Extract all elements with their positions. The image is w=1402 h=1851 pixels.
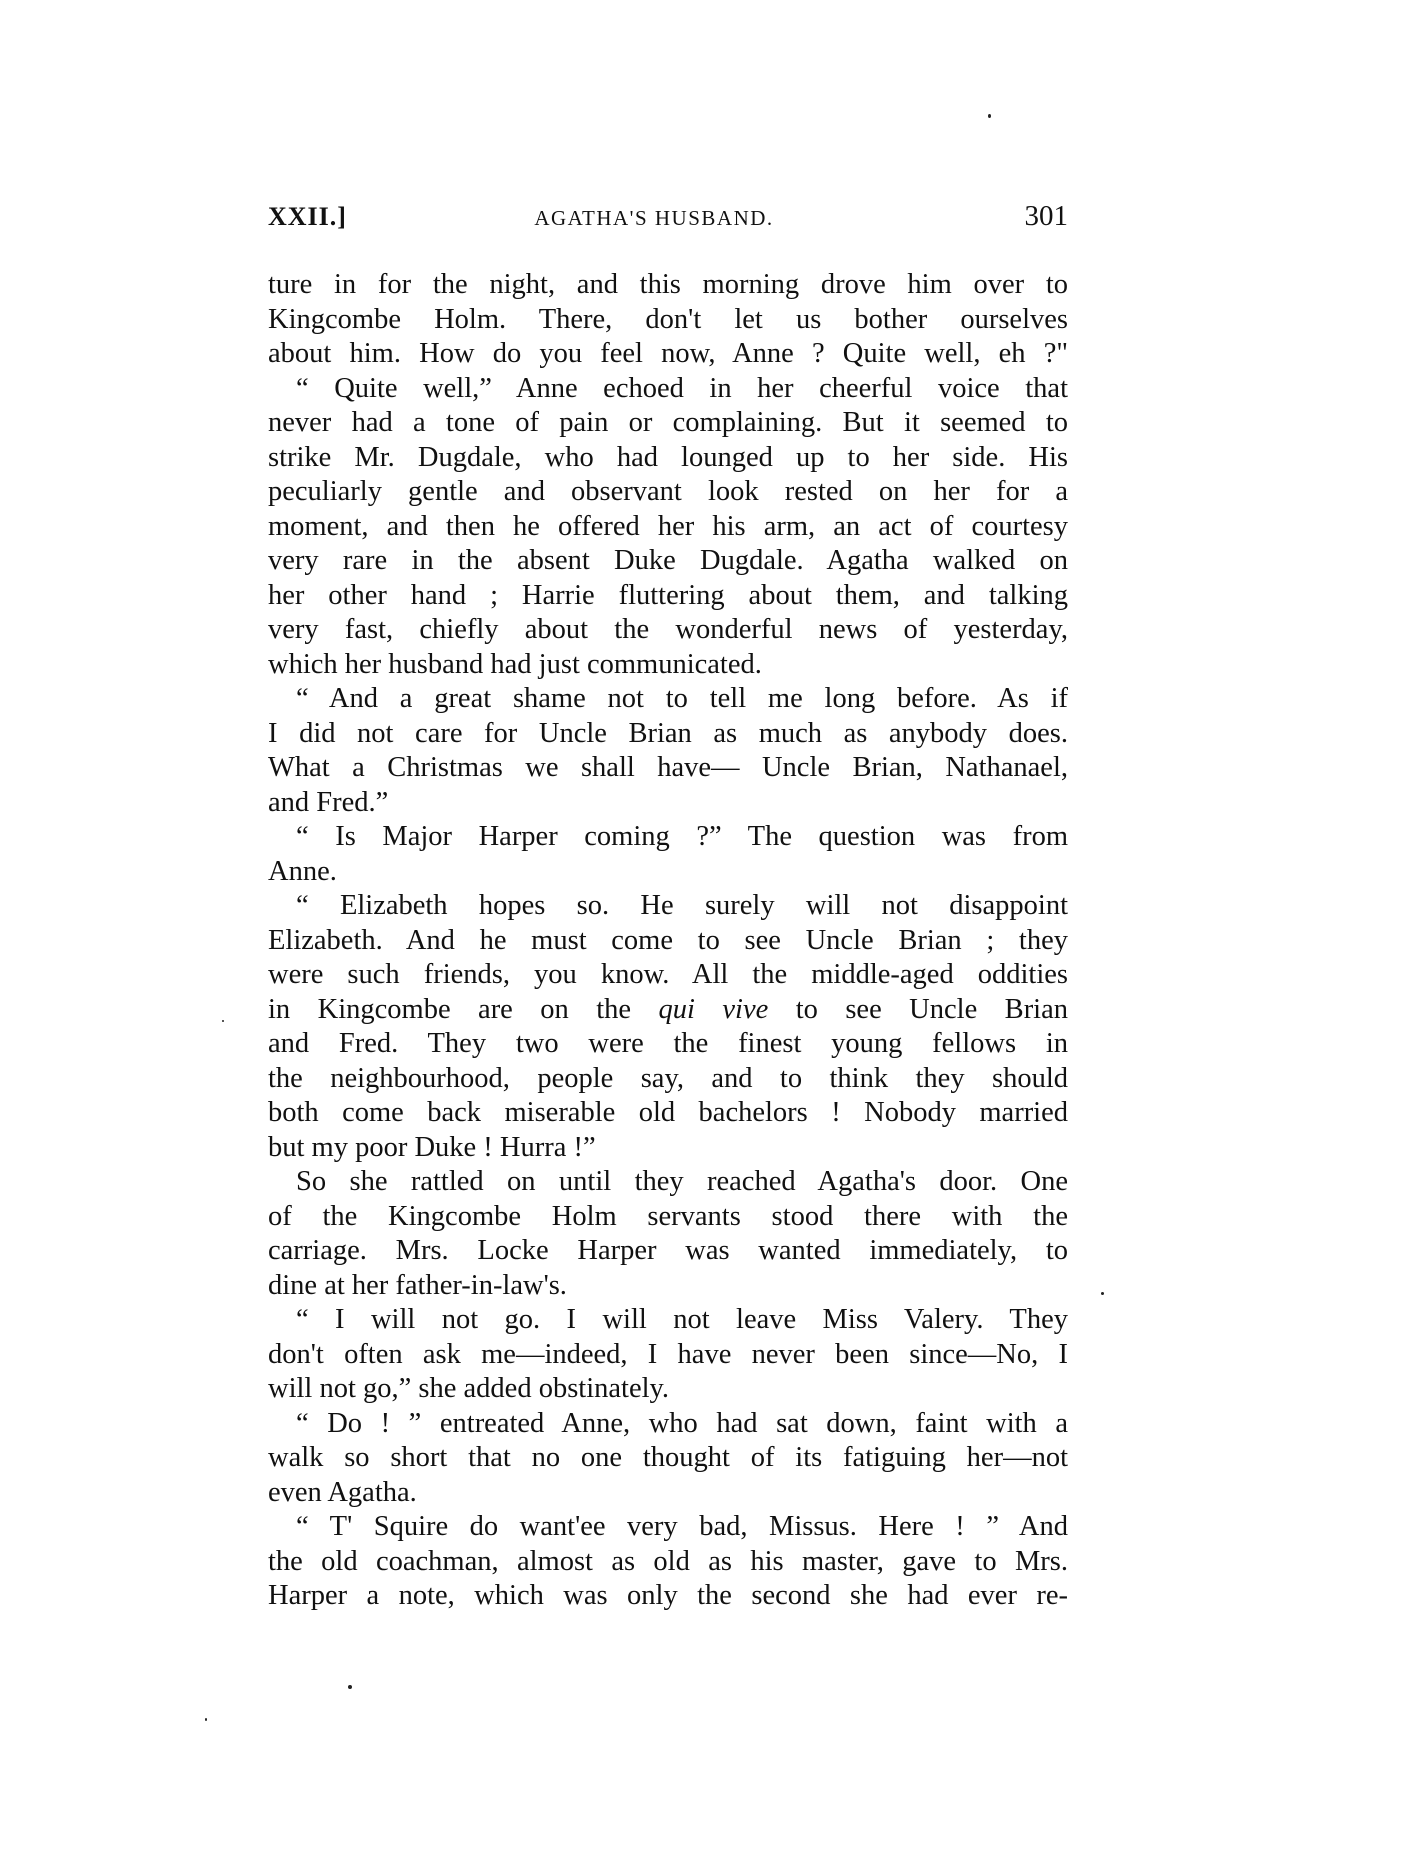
text-line: never had a tone of pain or complaining. But it seemed to (268, 407, 1068, 438)
text-line: carriage. Mrs. Locke Harper was wanted immediately, to (268, 1235, 1068, 1266)
text-line: will not go,” she added obstinately. (268, 1373, 670, 1404)
scan-speck (988, 114, 991, 118)
scan-speck (205, 1718, 207, 1721)
text-line: in Kingcombe are on the qui vive to see Uncle Brian (268, 993, 1068, 1025)
text-line: “ Do ! ” entreated Anne, who had sat down, faint with a (296, 1407, 1068, 1439)
chapter-number: XXII.] (268, 202, 347, 231)
text-line: but my poor Duke ! Hurra !” (268, 1131, 596, 1163)
text-line: the old coachman, almost as old as his master, gave to Mrs. (268, 1545, 1068, 1577)
text-line: dine at her father-in-law's. (268, 1269, 567, 1301)
text-line: strike Mr. Dugdale, who had lounged up to her side. His (268, 441, 1068, 473)
scan-speck (1101, 1292, 1104, 1295)
text-line: “ Quite well,” Anne echoed in her cheerful voice that (296, 372, 1068, 404)
scan-speck (222, 1020, 224, 1022)
text-line: Anne. (268, 855, 337, 887)
text-line: very rare in the absent Duke Dugdale. Agatha walked on (268, 545, 1068, 576)
running-title: AGATHA'S HUSBAND. (534, 206, 774, 230)
text-line: ture in for the night, and this morning drove him over to (268, 269, 1068, 300)
running-head (268, 202, 1068, 238)
text-line: both come back miserable old bachelors ! Nobody married (268, 1097, 1068, 1128)
text-line: “ Is Major Harper coming ?” The question was from (296, 821, 1068, 852)
text-line: “ I will not go. I will not leave Miss Valery. They (296, 1304, 1068, 1335)
text-line: very fast, chiefly about the wonderful news of yesterday, (268, 614, 1068, 645)
text-line: walk so short that no one thought of its fatiguing her—not (268, 1442, 1068, 1473)
text-line: were such friends, you know. All the middle-aged oddities (268, 959, 1068, 990)
text-line: “ T' Squire do want'ee very bad, Missus. Here ! ” And (296, 1511, 1068, 1542)
text-line: and Fred. They two were the finest young fellows in (268, 1028, 1068, 1059)
text-line: “ And a great shame not to tell me long before. As if (296, 683, 1068, 714)
text-line: Elizabeth. And he must come to see Uncle Brian ; they (268, 924, 1068, 956)
text-line: and Fred.” (268, 786, 389, 818)
text-line: even Agatha. (268, 1476, 417, 1508)
text-line: What a Christmas we shall have— Uncle Brian, Nathanael, (268, 752, 1068, 783)
text-line: moment, and then he offered her his arm, an act of courtesy (268, 510, 1068, 542)
text-line: which her husband had just communicated. (268, 648, 762, 680)
page-number: 301 (1024, 200, 1068, 232)
text-line: the neighbourhood, people say, and to think they should (268, 1062, 1068, 1094)
text-line: peculiarly gentle and observant look rested on her for a (268, 476, 1068, 507)
text-line: So she rattled on until they reached Agatha's door. One (296, 1166, 1068, 1197)
text-line: don't often ask me—indeed, I have never been since—No, I (268, 1338, 1068, 1370)
text-line: “ Elizabeth hopes so. He surely will not disappoint (296, 890, 1068, 921)
text-line: of the Kingcombe Holm servants stood there with the (268, 1200, 1068, 1232)
scan-speck (348, 1685, 352, 1689)
text-line: Harper a note, which was only the second she had ever re- (268, 1580, 1068, 1611)
text-line: Kingcombe Holm. There, don't let us bother ourselves (268, 303, 1068, 335)
text-line: her other hand ; Harrie fluttering about them, and talking (268, 579, 1068, 611)
body-text (268, 268, 1068, 1614)
text-line: about him. How do you feel now, Anne ? Quite well, eh ?" (268, 338, 1068, 369)
text-line: I did not care for Uncle Brian as much as anybody does. (268, 717, 1068, 749)
italic-phrase: qui vive (658, 993, 769, 1025)
